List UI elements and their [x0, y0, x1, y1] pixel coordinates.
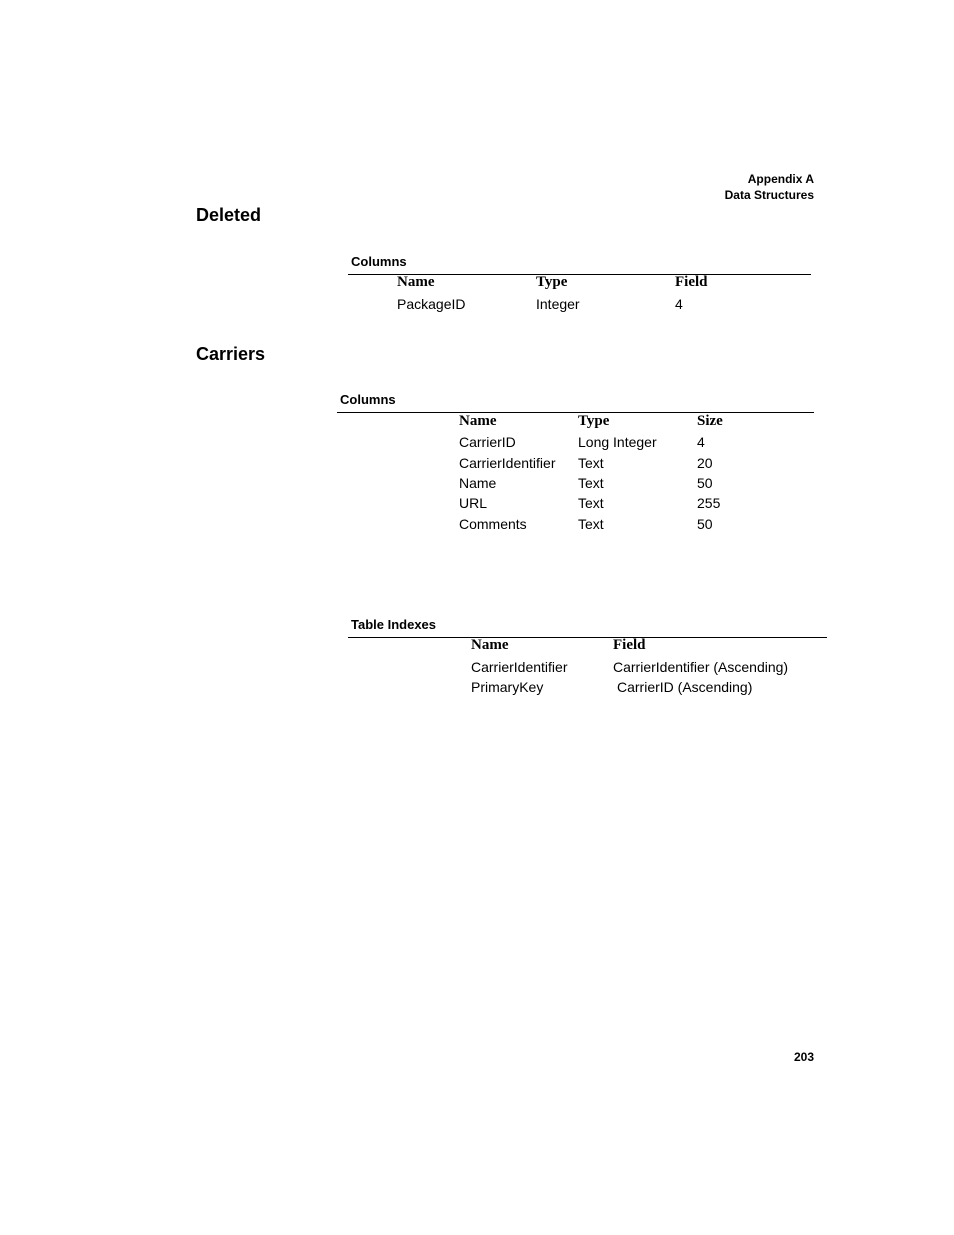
running-header [725, 171, 814, 203]
carriers-cell: Name [459, 475, 497, 491]
carriers-cell: 50 [697, 475, 713, 491]
carriers-cell: Text [578, 516, 604, 532]
section-title-carriers: Carriers [196, 344, 266, 364]
index-cell: CarrierIdentifier (Ascending) [613, 659, 789, 675]
carriers-cell: Long Integer [578, 434, 657, 450]
header-chapter: Data Structures [724, 188, 814, 202]
carriers-cell: Comments [459, 516, 527, 532]
index-cell: PrimaryKey [471, 679, 544, 695]
header-appendix: Appendix A [747, 172, 814, 186]
carriers-header-type: Type [578, 413, 610, 429]
carriers-cell: URL [459, 495, 488, 511]
deleted-header-field: Field [675, 274, 708, 290]
carriers-header-size: Size [697, 413, 723, 429]
carriers-cell: 4 [697, 434, 705, 450]
indexes-header-field: Field [613, 637, 646, 653]
deleted-cell-field: 4 [675, 296, 683, 312]
page-number: 203 [793, 1050, 814, 1064]
indexes-header-name: Name [471, 637, 509, 653]
carriers-indexes-label: Table Indexes [351, 617, 437, 632]
carriers-indexes-rule [348, 637, 827, 638]
carriers-cell: 20 [697, 455, 713, 471]
carriers-header-name: Name [459, 413, 497, 429]
deleted-cell-type: Integer [536, 296, 580, 312]
carriers-cell: 255 [697, 495, 721, 511]
carriers-cell: Text [578, 495, 604, 511]
carriers-cell: 50 [697, 516, 713, 532]
section-title-deleted: Deleted [196, 205, 262, 225]
deleted-columns-label: Columns [351, 254, 407, 269]
carriers-columns-label: Columns [340, 392, 396, 407]
carriers-cell: CarrierIdentifier [459, 455, 556, 471]
carriers-cell: CarrierID [459, 434, 516, 450]
carriers-cell: Text [578, 455, 604, 471]
index-cell: CarrierIdentifier [471, 659, 568, 675]
carriers-cell: Text [578, 475, 604, 491]
index-cell: CarrierID (Ascending) [617, 679, 753, 695]
carriers-columns-rule [337, 412, 814, 413]
deleted-header-name: Name [397, 274, 435, 290]
deleted-cell-name: PackageID [397, 296, 466, 312]
deleted-header-type: Type [536, 274, 568, 290]
